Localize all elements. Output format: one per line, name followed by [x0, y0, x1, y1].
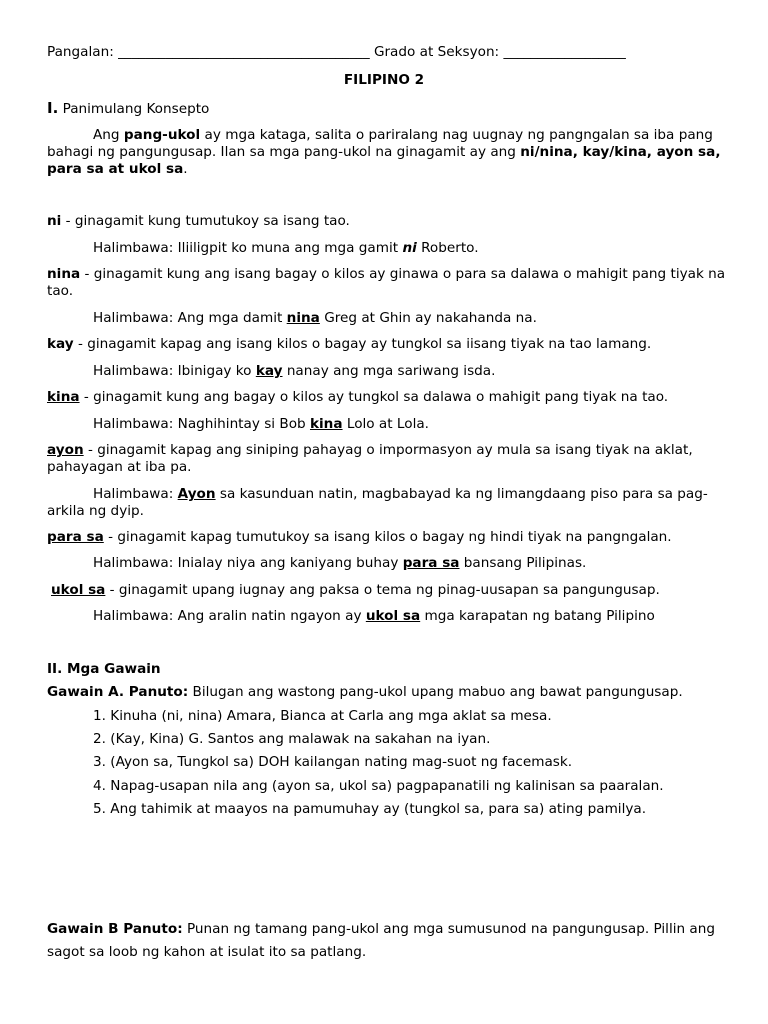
exercise-item[interactable]: 3. (Ayon sa, Tungkol sa) DOH kailangan nating mag-suot ng facemask. — [93, 754, 573, 770]
entry-para-sa — [47, 529, 728, 546]
example-text-end: Greg at Ghin ay nakahanda na. — [319, 310, 537, 326]
section-1-number: I. — [47, 99, 59, 117]
entry-ayon — [47, 442, 728, 476]
example-text-end: Lolo at Lola. — [342, 416, 429, 432]
entry-term: ukol sa — [51, 582, 106, 598]
exercise-item[interactable]: 5. Ang tahimik at maayos na pamumuhay ay (tungkol sa, para sa) ating pamilya. — [93, 801, 647, 817]
example-text: Halimbawa: — [93, 486, 178, 502]
entry-term: para sa — [47, 529, 104, 545]
intro-text: Ang — [93, 127, 124, 143]
exercise-item[interactable]: 1. Kinuha (ni, nina) Amara, Bianca at Carla ang mga aklat sa mesa. — [93, 708, 552, 724]
intro-paragraph — [47, 127, 728, 178]
entry-definition: - ginagamit kung ang bagay o kilos ay tungkol sa dalawa o mahigit pang tiyak na tao. — [79, 389, 669, 405]
name-grade-line — [47, 44, 728, 61]
intro-list: ni/nina, kay/kina, ayon sa, para sa at ukol sa — [47, 144, 721, 177]
example-ni — [93, 240, 728, 257]
grade-blank[interactable]: __________________ — [503, 44, 626, 60]
entry-definition: - ginagamit kapag ang isang kilos o bagay ay tungkol sa iisang tiyak na tao lamang. — [73, 336, 652, 352]
example-text: Halimbawa: Inialay niya ang kaniyang buhay — [93, 555, 403, 571]
entry-term: kay — [47, 336, 74, 352]
example-keyword: para sa — [402, 555, 460, 571]
page-title: FILIPINO 2 — [343, 72, 425, 88]
exercise-item[interactable]: 4. Napag-usapan nila ang (ayon sa, ukol sa) pagpapanatili ng kalinisan sa paaralan. — [93, 778, 664, 794]
entry-definition: - ginagamit kapag ang siniping pahayag o impormasyon ay mula sa isang tiyak na aklat, pahayagan at iba pa. — [47, 442, 693, 475]
example-ayon — [47, 486, 728, 520]
example-ukol-sa — [93, 608, 728, 625]
intro-term: pang-ukol — [123, 127, 201, 143]
gawain-a-label: Gawain A. Panuto: — [47, 684, 189, 700]
entry-definition: - ginagamit upang iugnay ang paksa o tema ng pinag-uusapan sa pangungusap. — [105, 582, 660, 598]
gawain-b-label: Gawain B Panuto: — [47, 921, 183, 937]
grade-label: Grado at Seksyon: — [373, 44, 500, 60]
gawain-b-text: Punan ng tamang pang-ukol ang mga sumusunod na pangungusap. Pillin ang sagot sa loob ng kahon at isulat ito sa patlang. — [47, 921, 716, 960]
entry-definition: - ginagamit kung ang isang bagay o kilos ay ginawa o para sa dalawa o mahigit pang tiyak na tao. — [47, 266, 726, 299]
example-text: Halimbawa: Iliiligpit ko muna ang mga gamit — [93, 240, 403, 256]
gawain-b-instructions — [47, 918, 728, 964]
example-text-end: mga karapatan ng batang Pilipino — [420, 608, 655, 624]
entry-term: nina — [47, 266, 81, 282]
example-text-end: bansang Pilipinas. — [459, 555, 587, 571]
intro-text-2: ay mga kataga, salita o pariralang nag uugnay ng pangngalan sa iba pang bahagi ng pangungusap. Ilan sa mga pang-ukol na ginagamit ay ang — [47, 127, 713, 160]
entry-definition: - ginagamit kung tumutukoy sa isang tao. — [61, 213, 350, 229]
example-keyword: kay — [255, 363, 283, 379]
example-text: Halimbawa: Naghihintay si Bob — [93, 416, 310, 432]
entry-term: ayon — [47, 442, 84, 458]
example-keyword: Ayon — [177, 486, 216, 502]
example-text-end: nanay ang mga sariwang isda. — [282, 363, 496, 379]
name-label: Pangalan: — [47, 44, 114, 60]
example-para-sa — [93, 555, 728, 572]
intro-end: . — [183, 161, 188, 177]
example-kay — [93, 363, 728, 380]
example-text: Halimbawa: Ang mga damit — [93, 310, 287, 326]
entry-ni — [47, 213, 728, 230]
example-text-end: sa kasunduan natin, magbabayad ka ng limangdaang piso para sa pag-arkila ng dyip. — [47, 486, 708, 519]
example-keyword: ni — [402, 240, 417, 256]
entry-definition: - ginagamit kapag tumutukoy sa isang kilos o bagay ng hindi tiyak na pangngalan. — [103, 529, 672, 545]
example-kina — [93, 416, 728, 433]
section-1-heading — [47, 100, 728, 118]
example-text: Halimbawa: Ang aralin natin ngayon ay — [93, 608, 366, 624]
example-nina — [93, 310, 728, 327]
entry-nina — [47, 266, 728, 300]
example-keyword: nina — [286, 310, 320, 326]
section-1-title: Panimulang Konsepto — [62, 101, 210, 117]
gawain-a-instructions — [47, 684, 728, 701]
entry-ukol-sa — [51, 582, 728, 599]
example-text-end: Roberto. — [416, 240, 479, 256]
example-keyword: ukol sa — [365, 608, 421, 624]
gawain-a-text: Bilugan ang wastong pang-ukol upang mabuo ang bawat pangungusap. — [188, 684, 683, 700]
section-2-heading: II. Mga Gawain — [47, 661, 161, 677]
exercise-item[interactable]: 2. (Kay, Kina) G. Santos ang malawak na sakahan na iyan. — [93, 731, 491, 747]
example-text: Halimbawa: Ibinigay ko — [93, 363, 256, 379]
entry-term: kina — [47, 389, 80, 405]
entry-kay — [47, 336, 728, 353]
name-blank[interactable]: _____________________________________ — [118, 44, 370, 60]
entry-term: ni — [47, 213, 62, 229]
example-keyword: kina — [309, 416, 343, 432]
entry-kina — [47, 389, 728, 406]
